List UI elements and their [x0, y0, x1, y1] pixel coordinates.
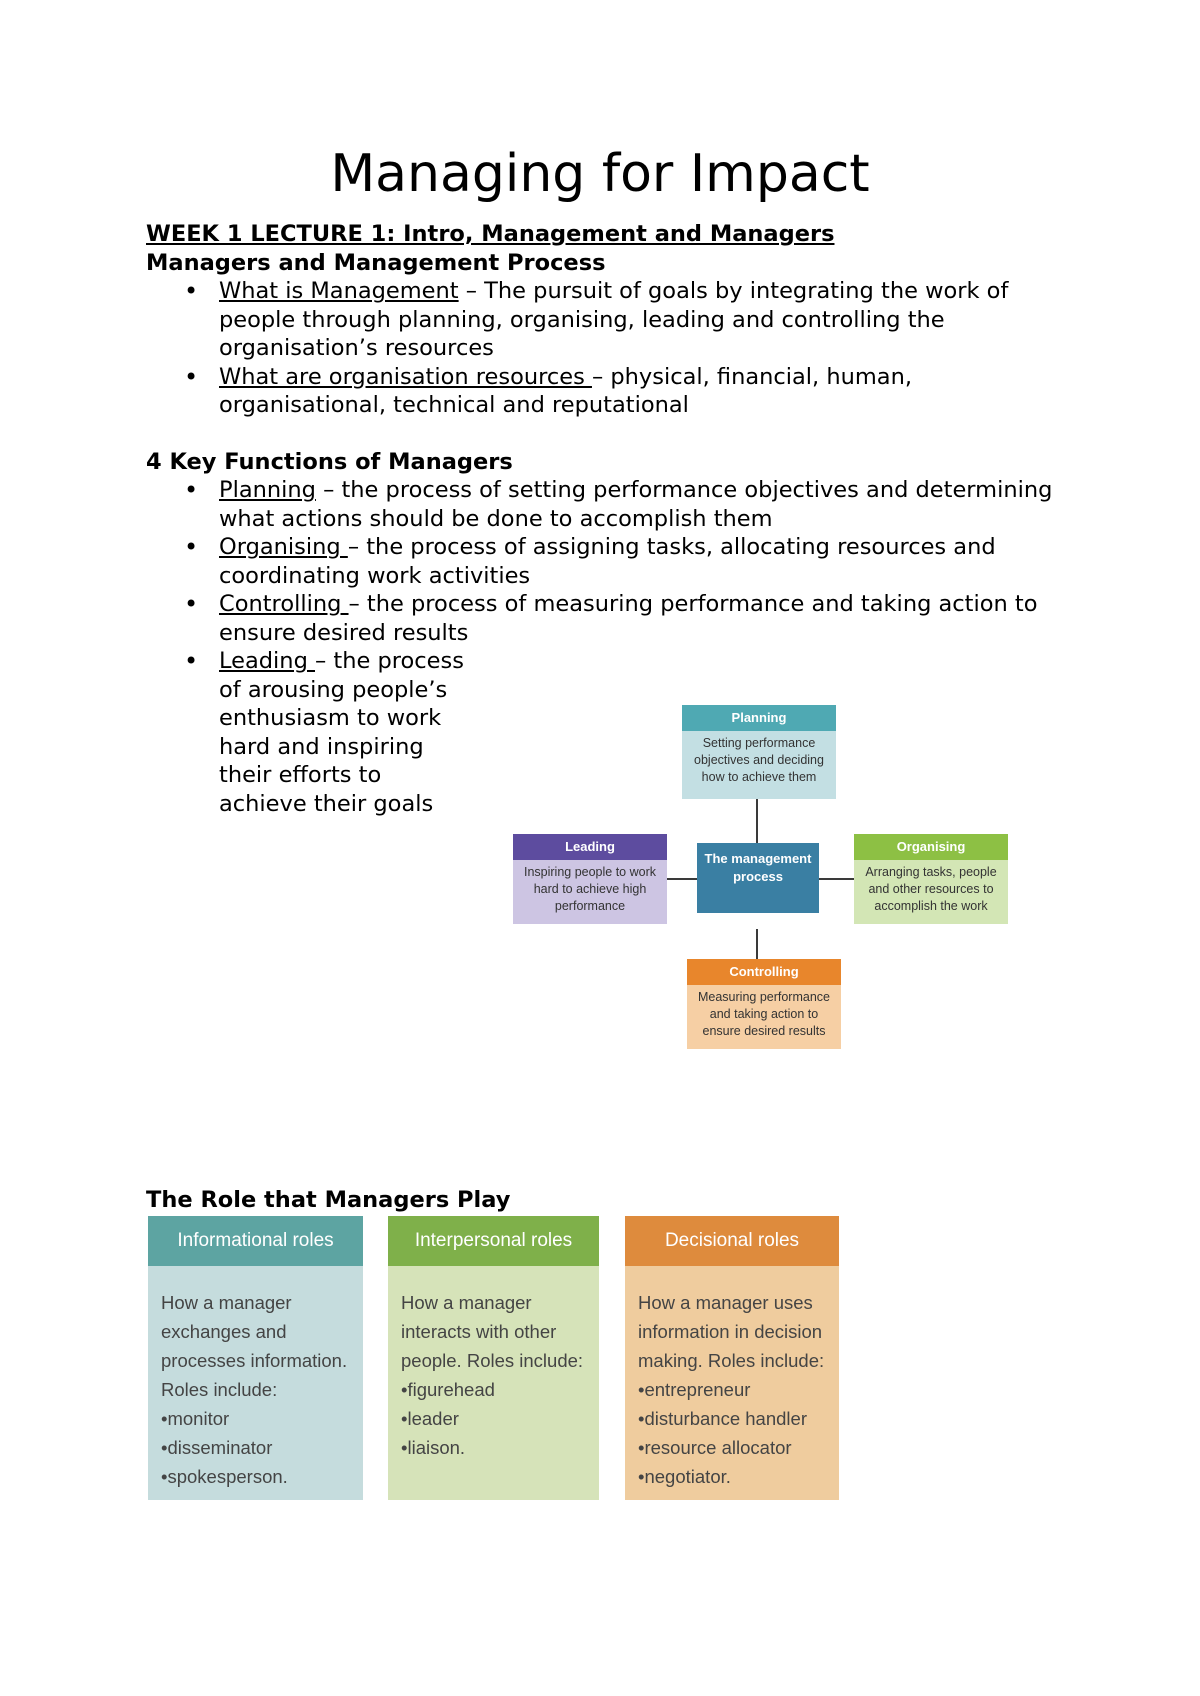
- term-leading: Leading: [219, 648, 315, 674]
- list-item: [146, 277, 1086, 363]
- term-what-is-management: What is Management: [219, 278, 459, 304]
- informational-roles-title: Informational roles: [148, 1216, 363, 1266]
- list-item: [146, 590, 1086, 647]
- role-item: • monitor: [161, 1404, 351, 1433]
- planning-title: Planning: [682, 705, 836, 731]
- list-item: [146, 647, 469, 818]
- organising-desc: Arranging tasks, people and other resources to accomplish the work: [854, 860, 1008, 924]
- interpersonal-roles-title: Interpersonal roles: [388, 1216, 599, 1266]
- definition-text: – the process of assigning tasks, allocating resources and coordinating work activities: [219, 534, 996, 589]
- definition-text: – the process of setting performance objectives and determining what actions should be done to accomplish them: [219, 477, 1053, 532]
- management-list: [146, 277, 1086, 420]
- term-planning: Planning: [219, 477, 316, 503]
- leading-box: [513, 834, 667, 924]
- role-description: How a manager interacts with other people. Roles include:: [401, 1292, 584, 1371]
- definition-text: – the process of measuring performance and taking action to ensure desired results: [219, 591, 1038, 646]
- leading-desc: Inspiring people to work hard to achieve high performance: [513, 860, 667, 924]
- role-item: • negotiator.: [638, 1462, 827, 1491]
- role-item: • resource allocator: [638, 1433, 827, 1462]
- role-description: How a manager exchanges and processes information. Roles include:: [161, 1292, 348, 1400]
- definition-text: – The pursuit of goals by integrating the work of people through planning, organising, leading and controlling the organisation’s resources: [219, 278, 1009, 361]
- term-controlling: Controlling: [219, 591, 349, 617]
- interpersonal-roles-body: [388, 1266, 599, 1500]
- decisional-roles-body: [625, 1266, 839, 1500]
- definition-text: – physical, financial, human, organisational, technical and reputational: [219, 363, 913, 418]
- planning-desc: Setting performance objectives and deciding how to achieve them: [682, 731, 836, 799]
- planning-box: [682, 705, 836, 799]
- organising-title: Organising: [854, 834, 1008, 860]
- section-heading-roles: The Role that Managers Play: [146, 1187, 511, 1213]
- informational-roles-body: [148, 1266, 363, 1500]
- document-title: Managing for Impact: [330, 144, 870, 204]
- controlling-box: [687, 959, 841, 1049]
- role-list: [161, 1404, 351, 1491]
- role-item: • leader: [401, 1404, 587, 1433]
- decisional-roles-box: [625, 1216, 839, 1500]
- role-item: • liaison.: [401, 1433, 587, 1462]
- term-organisation-resources: What are organisation resources: [219, 363, 592, 390]
- role-item: • figurehead: [401, 1375, 587, 1404]
- list-item: [146, 533, 1086, 590]
- role-item: • spokesperson.: [161, 1462, 351, 1491]
- list-item: [146, 476, 1086, 533]
- definition-text: – the process of arousing people’s enthusiasm to work hard and inspiring their efforts to achieve their goals: [219, 648, 464, 817]
- section-heading-management-process: Managers and Management Process: [146, 250, 606, 276]
- management-process-center: The management process: [697, 843, 819, 913]
- role-item: • entrepreneur: [638, 1375, 827, 1404]
- term-organising: Organising: [219, 534, 348, 560]
- role-list: [638, 1375, 827, 1491]
- leading-title: Leading: [513, 834, 667, 860]
- controlling-title: Controlling: [687, 959, 841, 985]
- management-process-diagram: [513, 705, 1013, 1050]
- interpersonal-roles-box: [388, 1216, 599, 1500]
- role-item: • disseminator: [161, 1433, 351, 1462]
- list-item: [146, 363, 1086, 420]
- role-item: • disturbance handler: [638, 1404, 827, 1433]
- decisional-roles-title: Decisional roles: [625, 1216, 839, 1266]
- role-list: [401, 1375, 587, 1462]
- controlling-desc: Measuring performance and taking action to ensure desired results: [687, 985, 841, 1049]
- organising-box: [854, 834, 1008, 924]
- informational-roles-box: [148, 1216, 363, 1500]
- section-heading-key-functions: 4 Key Functions of Managers: [146, 449, 513, 475]
- role-description: How a manager uses information in decision making. Roles include:: [638, 1292, 825, 1371]
- lecture-heading: WEEK 1 LECTURE 1: Intro, Management and Managers: [146, 221, 835, 247]
